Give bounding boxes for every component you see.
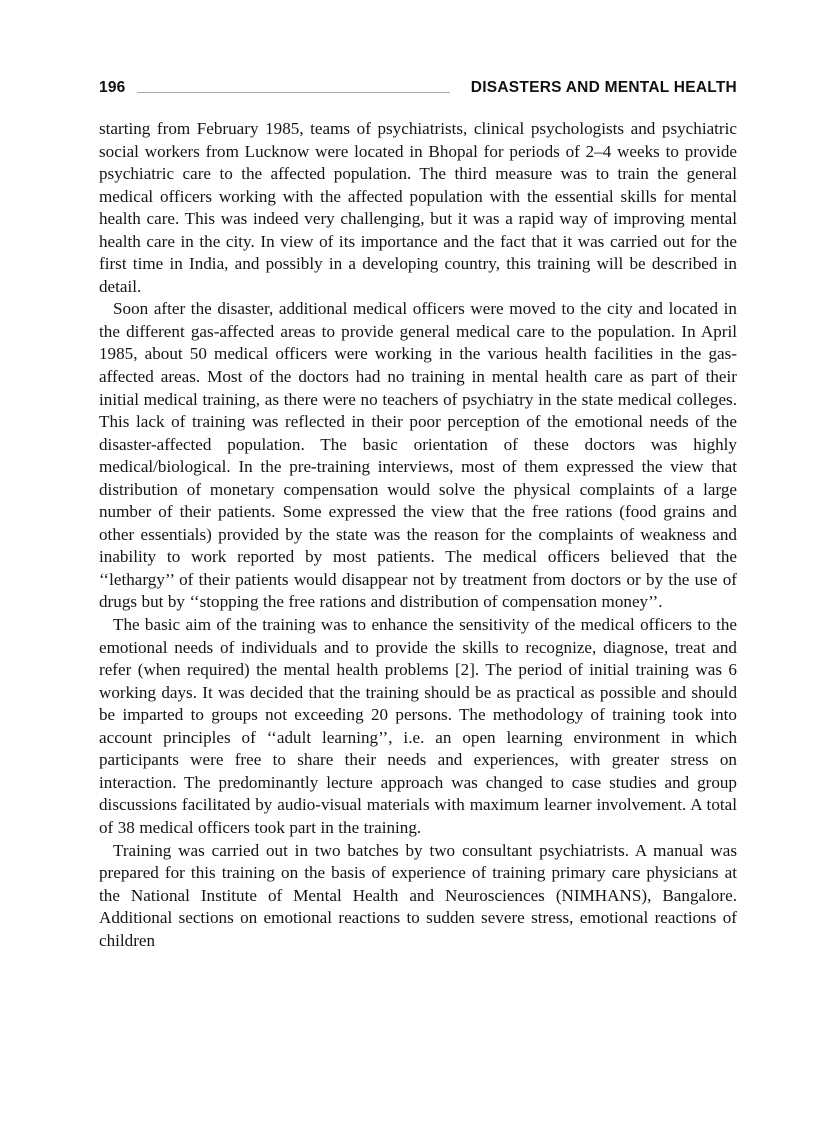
paragraph-medical-officers: Soon after the disaster, additional medical officers were moved to the city and located in the different gas-affected areas to provide general medical care to the population. In April 1985, about 50 medical officers were working in the various health facilities in the gas-affected areas. Most of the doctors had no training in mental health care as part of their initial medical training, as there were no teachers of psychiatry in the state medical colleges. This lack of training was reflected in their poor perception of the emotional needs of the disaster-affected population. The basic orientation of these doctors was highly medical/biological. In the pre-training interviews, most of them expressed the view that distribution of monetary compensation would solve the physical complaints of a large number of their patients. Some expressed the view that the free rations (food grains and other essentials) provided by the state was the reason for the complaints of weakness and inability to work reported by most patients. The medical officers believed that the ‘‘lethargy’’ of their patients would disappear not by treatment from doctors or by the use of drugs but by ‘‘stopping the free rations and distribution of compensation money’’.: [99, 299, 737, 612]
paragraph-training-aim: The basic aim of the training was to enhance the sensitivity of the medical officers to the emotional needs of individuals and to provide the skills to recognize, diagnose, treat and refer (when required) the mental health problems [2]. The period of initial training was 6 working days. It was decided that the training should be as practical as possible and should be imparted to groups not exceeding 20 persons. The methodology of training took into account principles of ‘‘adult learning’’, i.e. an open learning environment in which participants were free to share their needs and experiences, with greater stress on interaction. The predominantly lecture approach was changed to case studies and group discussions facilitated by audio-visual materials with maximum learner involvement. A total of 38 medical officers took part in the training.: [99, 615, 737, 837]
paragraph-continuation: starting from February 1985, teams of psychiatrists, clinical psychologists and psychiatric social workers from Lucknow were located in Bhopal for periods of 2–4 weeks to provide psychiatric care to the affected population. The third measure was to train the general medical officers working with the affected population with the essential skills for mental health care. This was indeed very challenging, but it was a rapid way of improving mental health care in the city. In view of its importance and the fact that it was carried out for the first time in India, and possibly in a developing country, this training will be described in detail.: [99, 119, 737, 296]
running-head: [99, 76, 737, 100]
paragraph-batches: Training was carried out in two batches by two consultant psychiatrists. A manual was prepared for this training on the basis of experience of training primary care physicians at the National Institute of Mental Health and Neurosciences (NIMHANS), Bangalore. Additional sections on emotional reactions to sudden severe stress, emotional reactions of children: [99, 840, 737, 950]
body-text-column: [99, 118, 737, 952]
running-head-title: DISASTERS AND MENTAL HEALTH: [470, 79, 737, 96]
page-number: 196: [99, 79, 126, 96]
header-rule: [137, 92, 450, 93]
